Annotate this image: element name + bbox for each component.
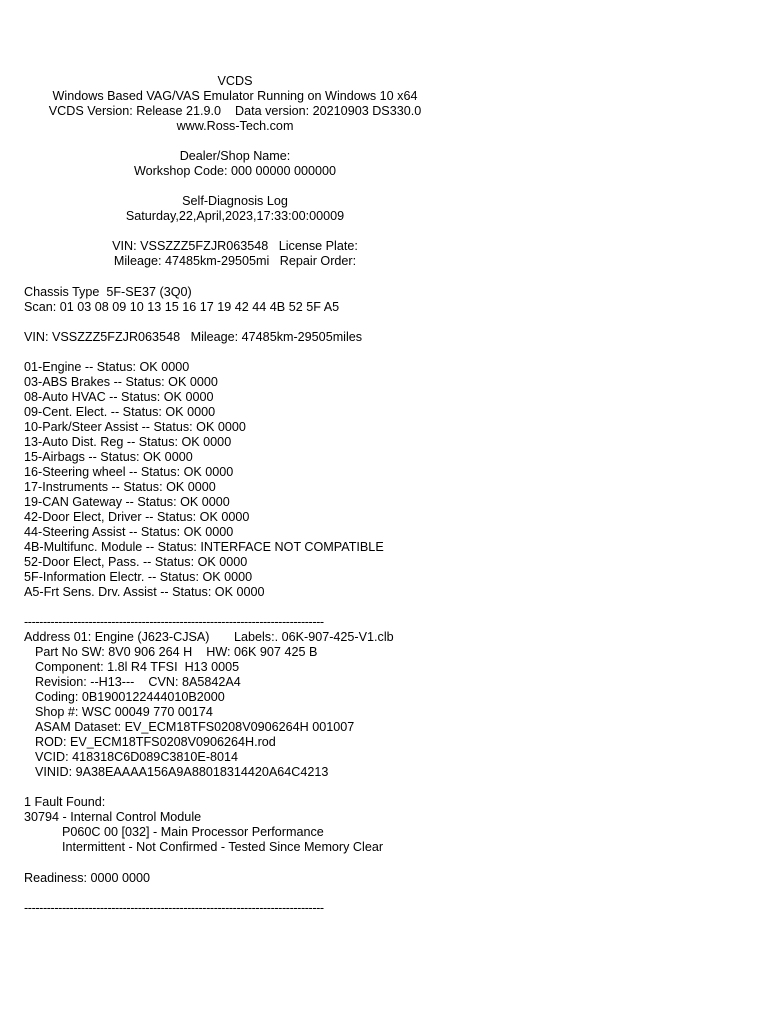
module-status-row: 17-Instruments -- Status: OK 0000 — [24, 480, 216, 494]
readiness: Readiness: 0000 0000 — [24, 871, 151, 885]
dealer-name: Dealer/Shop Name: — [179, 149, 291, 163]
module-status-row: 5F-Information Electr. -- Status: OK 0000 — [24, 570, 253, 584]
module-status-row: 03-ABS Brakes -- Status: OK 0000 — [24, 375, 218, 389]
address-detail-line: VINID: 9A38EAAAA156A9A88018314420A64C4213 — [35, 765, 329, 779]
module-status-row: 10-Park/Steer Assist -- Status: OK 0000 — [24, 420, 246, 434]
module-status-row: 16-Steering wheel -- Status: OK 0000 — [24, 465, 234, 479]
address-detail-line: Shop #: WSC 00049 770 00174 — [35, 705, 213, 719]
fault-count: 1 Fault Found: — [24, 795, 106, 809]
log-datetime: Saturday,22,April,2023,17:33:00:00009 — [125, 209, 345, 223]
address-detail-line: Coding: 0B1900122444010B2000 — [35, 690, 225, 704]
mileage-repair-order: Mileage: 47485km-29505mi Repair Order: — [113, 254, 357, 268]
address-detail-line: VCID: 418318C6D089C3810E-8014 — [35, 750, 239, 764]
separator-line: ------------------------------------------------------------------------------- — [24, 615, 324, 629]
module-status-row: 09-Cent. Elect. -- Status: OK 0000 — [24, 405, 216, 419]
module-status-row: 42-Door Elect, Driver -- Status: OK 0000 — [24, 510, 250, 524]
fault-code: 30794 - Internal Control Module — [24, 810, 202, 824]
module-status-row: 44-Steering Assist -- Status: OK 0000 — [24, 525, 234, 539]
module-status-row: A5-Frt Sens. Drv. Assist -- Status: OK 0000 — [24, 585, 265, 599]
module-status-row: 01-Engine -- Status: OK 0000 — [24, 360, 190, 374]
separator-line-bottom: ------------------------------------------------------------------------------- — [24, 901, 324, 915]
address-detail-line: Revision: --H13--- CVN: 8A5842A4 — [35, 675, 241, 689]
app-title: VCDS — [217, 74, 253, 88]
module-status-row: 15-Airbags -- Status: OK 0000 — [24, 450, 193, 464]
log-title: Self-Diagnosis Log — [182, 194, 288, 208]
module-status-row: 4B-Multifunc. Module -- Status: INTERFACE NOT COMPATIBLE — [24, 540, 384, 554]
address-detail-line: ASAM Dataset: EV_ECM18TFS0208V0906264H 001007 — [35, 720, 355, 734]
chassis-type: Chassis Type 5F-SE37 (3Q0) — [24, 285, 192, 299]
workshop-code: Workshop Code: 000 00000 000000 — [133, 164, 337, 178]
fault-status: Intermittent - Not Confirmed - Tested Since Memory Clear — [62, 840, 384, 854]
scan-list: Scan: 01 03 08 09 10 13 15 16 17 19 42 44 4B 52 5F A5 — [24, 300, 340, 314]
vin-mileage: VIN: VSSZZZ5FZJR063548 Mileage: 47485km-29505miles — [24, 330, 363, 344]
website: www.Ross-Tech.com — [176, 119, 294, 133]
address-detail-line: Component: 1.8l R4 TFSI H13 0005 — [35, 660, 240, 674]
address-detail-line: Part No SW: 8V0 906 264 H HW: 06K 907 425 B — [35, 645, 318, 659]
version-line: VCDS Version: Release 21.9.0 Data version: 20210903 DS330.0 — [48, 104, 422, 118]
address-detail-line: ROD: EV_ECM18TFS0208V0906264H.rod — [35, 735, 276, 749]
fault-detail: P060C 00 [032] - Main Processor Performance — [62, 825, 324, 839]
module-status-row: 13-Auto Dist. Reg -- Status: OK 0000 — [24, 435, 232, 449]
module-status-row: 19-CAN Gateway -- Status: OK 0000 — [24, 495, 230, 509]
address-title: Address 01: Engine (J623-CJSA) Labels:. 06K-907-425-V1.clb — [24, 630, 394, 644]
module-status-row: 52-Door Elect, Pass. -- Status: OK 0000 — [24, 555, 248, 569]
module-status-row: 08-Auto HVAC -- Status: OK 0000 — [24, 390, 214, 404]
app-subtitle: Windows Based VAG/VAS Emulator Running on Windows 10 x64 — [52, 89, 418, 103]
vin-license-plate: VIN: VSSZZZ5FZJR063548 License Plate: — [112, 239, 358, 253]
